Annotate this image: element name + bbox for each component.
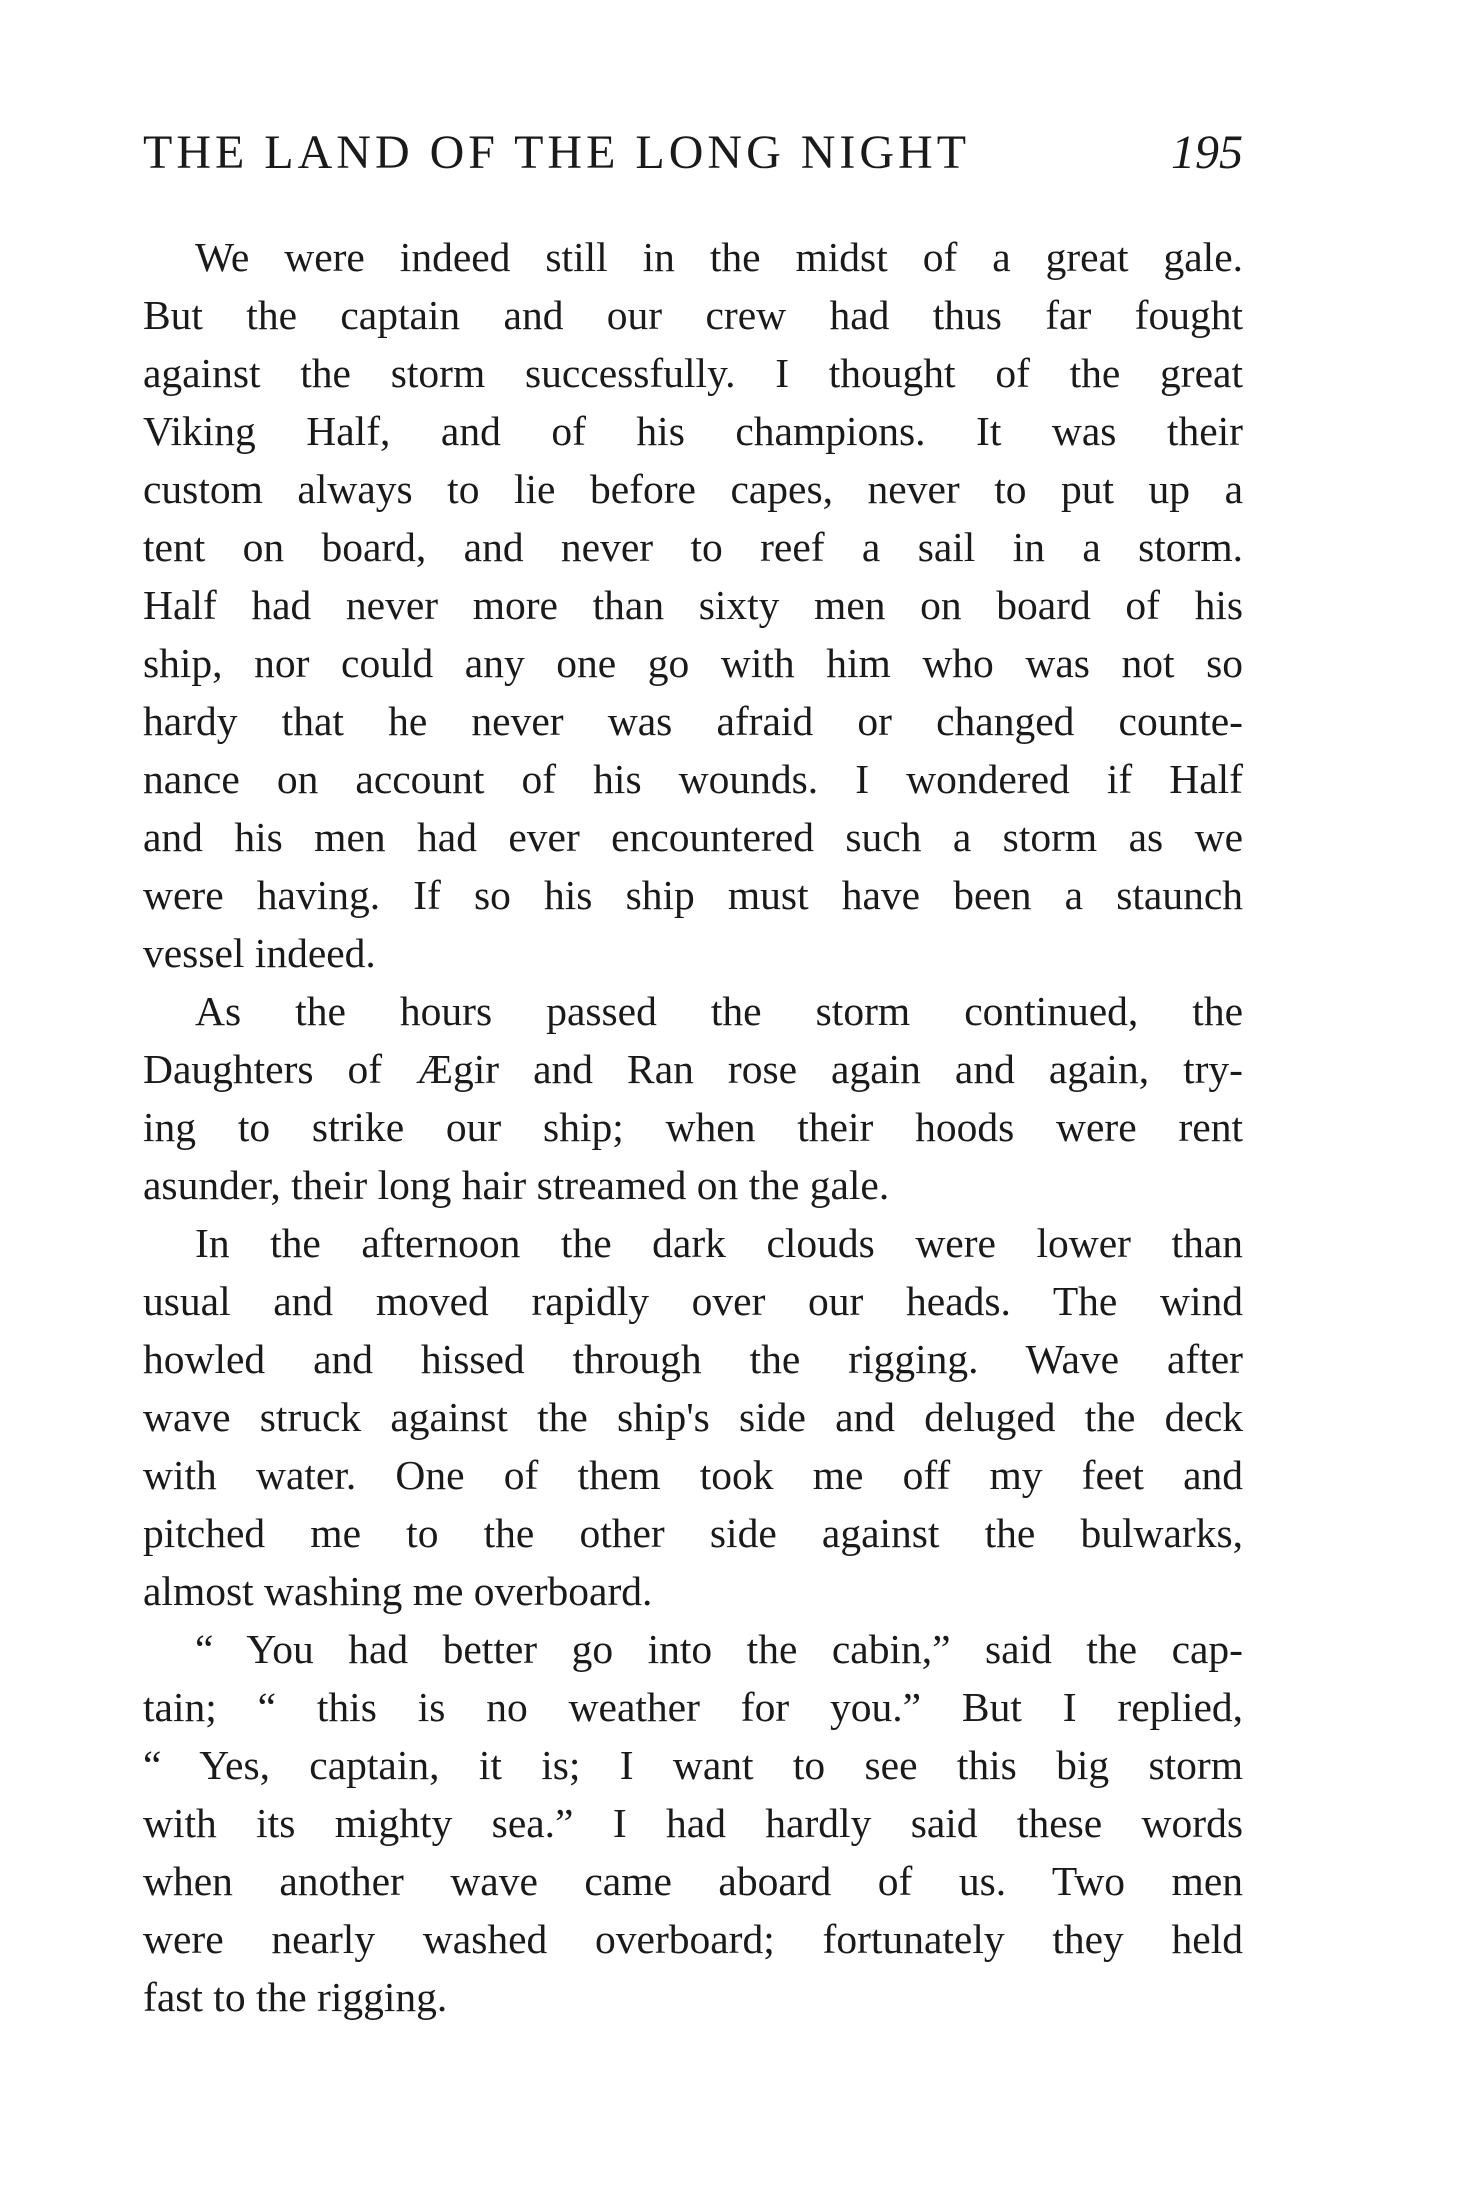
paragraph [143,1214,1243,1620]
text-line: fast to the rigging. [143,1974,448,2020]
text-line: vessel indeed. [143,930,376,976]
running-title: THE LAND OF THE LONG NIGHT [143,126,971,179]
text-line: Daughters of Ægir and Ran rose again and again, try- [143,1046,1243,1092]
text-line: with water. One of them took me off my feet and [143,1452,1243,1498]
text-line: when another wave came aboard of us. Two men [143,1858,1243,1904]
text-line: were nearly washed overboard; fortunately they held [143,1916,1243,1962]
text-line: tain; “ this is no weather for you.” But I replied, [143,1684,1243,1730]
text-line: pitched me to the other side against the bulwarks, [143,1510,1243,1556]
body-text [143,228,1243,2026]
page-header [143,125,1243,180]
paragraph [143,1620,1243,2026]
text-line: We were indeed still in the midst of a great gale. [195,234,1243,280]
text-line: almost washing me overboard. [143,1568,653,1614]
text-line: Half had never more than sixty men on board of his [143,582,1243,628]
text-line: were having. If so his ship must have been a staunch [143,872,1243,918]
text-line: asunder, their long hair streamed on the gale. [143,1162,890,1208]
text-line: howled and hissed through the rigging. Wave after [143,1336,1243,1382]
text-line: usual and moved rapidly over our heads. The wind [143,1278,1243,1324]
text-line: “ You had better go into the cabin,” said the cap- [195,1626,1243,1672]
text-line: ing to strike our ship; when their hoods were rent [143,1104,1243,1150]
text-line: custom always to lie before capes, never to put up a [143,466,1243,512]
text-line: But the captain and our crew had thus far fought [143,292,1243,338]
text-line: nance on account of his wounds. I wondered if Half [143,756,1243,802]
paragraph [143,982,1243,1214]
page-number: 195 [1171,126,1243,179]
text-line: with its mighty sea.” I had hardly said these words [143,1800,1243,1846]
paragraph [143,228,1243,982]
text-line: In the afternoon the dark clouds were lower than [195,1220,1243,1266]
text-line: ship, nor could any one go with him who was not so [143,640,1243,686]
text-line: against the storm successfully. I thought of the great [143,350,1243,396]
text-line: tent on board, and never to reef a sail in a storm. [143,524,1243,570]
text-line: hardy that he never was afraid or changed counte- [143,698,1243,744]
text-line: wave struck against the ship's side and deluged the deck [143,1394,1243,1440]
text-line: and his men had ever encountered such a storm as we [143,814,1243,860]
text-line: As the hours passed the storm continued, the [195,988,1243,1034]
text-line: “ Yes, captain, it is; I want to see this big storm [143,1742,1243,1788]
text-line: Viking Half, and of his champions. It was their [143,408,1243,454]
